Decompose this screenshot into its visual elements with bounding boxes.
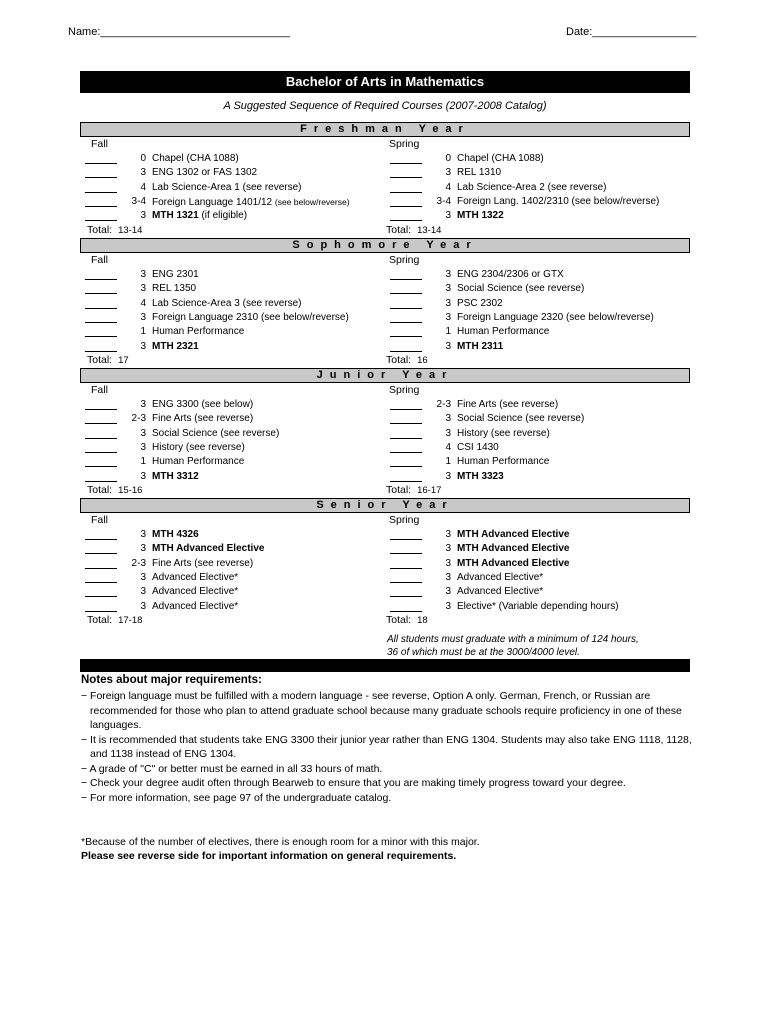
spring-semester-label: Spring	[389, 384, 420, 396]
course-hours: 3	[445, 413, 451, 425]
checkoff-blank	[390, 455, 422, 467]
total-hours: 18	[417, 614, 428, 626]
checkoff-blank	[390, 441, 422, 453]
total-label: Total:	[386, 223, 412, 236]
graduation-note-line: 36 of which must be at the 3000/4000 level.	[387, 647, 580, 658]
checkoff-blank	[85, 297, 117, 309]
fall-total	[87, 354, 129, 366]
checkoff-blank	[85, 455, 117, 467]
checkoff-blank	[85, 585, 117, 597]
checkoff-blank	[390, 398, 422, 410]
total-hours: 15-16	[118, 484, 143, 496]
checkoff-blank	[85, 600, 117, 612]
year-header: Senior Year	[80, 498, 690, 513]
course-name-cell	[457, 311, 654, 325]
year-header: Junior Year	[80, 368, 690, 383]
course-hours: 4	[445, 181, 451, 193]
course-hours: 1	[445, 456, 451, 468]
course-hours: 3	[445, 529, 451, 540]
checkoff-blank	[85, 166, 117, 178]
total-label: Total:	[87, 613, 113, 626]
course-name-cell	[152, 181, 302, 195]
year-header: Sophomore Year	[80, 238, 690, 253]
course-name-cell	[152, 542, 264, 556]
total-hours: 17-18	[118, 614, 143, 626]
total-hours: 16	[417, 354, 428, 366]
footer-reverse-note: Please see reverse side for important information on general requirements.	[81, 850, 457, 862]
course-suffix: (if eligible)	[201, 210, 248, 222]
checkoff-blank	[390, 282, 422, 294]
checkoff-blank	[390, 166, 422, 178]
course-name: REL 1350	[152, 283, 197, 295]
course-name: MTH 1321	[152, 210, 199, 222]
checkoff-blank	[390, 542, 422, 554]
course-name-cell	[152, 166, 257, 180]
course-hours: 4	[140, 181, 146, 193]
course-name: Lab Science-Area 2 (see reverse)	[457, 181, 607, 193]
course-name: Foreign Language 1401/12	[152, 196, 273, 208]
course-name: MTH 1322	[457, 210, 504, 222]
document-subtitle: A Suggested Sequence of Required Courses (2007-2008 Catalog)	[223, 100, 547, 112]
course-name: Human Performance	[457, 326, 550, 338]
checkoff-blank	[390, 297, 422, 309]
course-hours: 3	[140, 543, 146, 555]
course-name-cell	[152, 152, 239, 166]
course-name: ENG 1302 or FAS 1302	[152, 167, 258, 179]
course-name-cell	[152, 455, 244, 469]
total-label: Total:	[87, 353, 113, 366]
checkoff-blank	[85, 311, 117, 323]
course-hours: 3-4	[436, 195, 451, 207]
total-hours: 13-14	[118, 224, 143, 236]
total-hours: 16-17	[417, 484, 442, 496]
course-hours: 3	[140, 167, 146, 179]
course-name: Advanced Elective*	[152, 571, 239, 583]
course-name-cell	[152, 282, 196, 296]
course-name-cell	[152, 412, 253, 426]
checkoff-blank	[85, 268, 117, 280]
course-name-cell	[152, 311, 349, 325]
course-name: Advanced Elective*	[152, 600, 239, 612]
course-name: MTH Advanced Elective	[457, 529, 570, 540]
course-hours: 3	[445, 571, 451, 583]
course-hours: 3	[445, 557, 451, 569]
course-name: Social Science (see reverse)	[457, 283, 585, 295]
checkoff-blank	[390, 585, 422, 597]
course-name: History (see reverse)	[457, 427, 550, 439]
checkoff-blank	[85, 557, 117, 569]
graduation-note-line: All students must graduate with a minimum of 124 hours,	[387, 634, 639, 645]
course-name: Advanced Elective*	[457, 586, 544, 598]
course-hours: 1	[140, 456, 146, 468]
course-hours: 1	[445, 326, 451, 338]
course-name-cell	[152, 528, 199, 542]
course-name-cell	[457, 427, 550, 441]
course-hours: 4	[140, 297, 146, 309]
course-hours: 2-3	[131, 413, 146, 425]
course-name: Fine Arts (see reverse)	[152, 413, 254, 425]
course-name: Fine Arts (see reverse)	[457, 399, 559, 410]
total-hours: 17	[118, 354, 129, 366]
total-label: Total:	[87, 223, 113, 236]
course-name-cell	[457, 455, 549, 469]
course-hours: 3	[445, 167, 451, 179]
course-name: Advanced Elective*	[457, 571, 544, 583]
course-name: Foreign Lang. 1402/2310 (see below/reverse)	[457, 195, 660, 207]
course-hours: 3	[140, 427, 146, 439]
checkoff-blank	[390, 325, 422, 337]
course-hours: 3	[140, 441, 146, 453]
course-name-cell	[457, 542, 569, 556]
course-name: ENG 2304/2306 or GTX	[457, 269, 564, 280]
total-label: Total:	[386, 353, 412, 366]
course-name: MTH 3312	[152, 470, 199, 482]
course-name: Foreign Language 2320 (see below/reverse)	[457, 311, 654, 323]
course-name-cell	[457, 268, 564, 282]
checkoff-blank	[390, 195, 422, 207]
course-hours: 3	[445, 210, 451, 222]
course-note: (see below/reverse)	[274, 196, 350, 207]
course-name-cell	[457, 412, 584, 426]
course-name: History (see reverse)	[152, 441, 245, 453]
course-name: MTH Advanced Elective	[457, 543, 570, 555]
checkoff-blank	[390, 557, 422, 569]
course-name: Lab Science-Area 3 (see reverse)	[152, 297, 302, 309]
spring-semester-label: Spring	[389, 254, 420, 266]
checkoff-blank	[390, 152, 422, 164]
checkoff-blank	[85, 209, 117, 221]
course-name-cell	[152, 340, 199, 354]
course-name: Human Performance	[152, 326, 245, 338]
course-name-cell	[457, 398, 558, 412]
note-item: − For more information, see page 97 of the undergraduate catalog.	[81, 791, 392, 804]
course-name-cell	[457, 181, 607, 195]
year-header: Freshman Year	[80, 122, 690, 137]
course-name: ENG 2301	[152, 269, 199, 280]
spring-total	[386, 354, 428, 366]
course-name-cell	[152, 398, 253, 412]
note-item: − A grade of "C" or better must be earned in all 33 hours of math.	[81, 762, 383, 775]
course-name-cell	[457, 209, 504, 223]
notes-divider-bar	[80, 659, 690, 672]
course-name: Fine Arts (see reverse)	[152, 557, 254, 569]
course-hours: 3	[445, 297, 451, 309]
course-hours: 3	[445, 283, 451, 295]
checkoff-blank	[85, 470, 117, 482]
course-name: MTH Advanced Elective	[152, 543, 265, 555]
course-hours: 3	[140, 340, 146, 352]
checkoff-blank	[85, 412, 117, 424]
course-name-cell	[457, 297, 503, 311]
fall-total	[87, 484, 142, 496]
course-name-cell	[152, 427, 279, 441]
checkoff-blank	[85, 528, 117, 540]
note-item: − It is recommended that students take ENG 3300 their junior year rather than ENG 1304. Students may also take ENG 1118, 1128, and 1138 instead of ENG 1304.	[81, 733, 692, 760]
course-hours: 3	[140, 210, 146, 222]
course-name-cell	[457, 571, 543, 585]
course-name-cell	[152, 441, 245, 455]
checkoff-blank	[85, 441, 117, 453]
course-name: Foreign Language 2310 (see below/reverse)	[152, 311, 349, 323]
total-label: Total:	[386, 483, 412, 496]
spring-semester-label: Spring	[389, 138, 420, 150]
note-item: − Check your degree audit often through Bearweb to ensure that you are making timely progress toward your degree.	[81, 777, 626, 789]
fall-semester-label: Fall	[91, 138, 108, 150]
course-name: Elective* (Variable depending hours)	[457, 600, 619, 612]
checkoff-blank	[85, 542, 117, 554]
course-name: ENG 3300 (see below)	[152, 399, 254, 410]
course-name-cell	[152, 600, 238, 614]
course-name: MTH 3323	[457, 470, 504, 482]
notes-list	[81, 689, 701, 805]
course-hours: 0	[445, 153, 451, 164]
name-field-label: Name:_______________________________	[68, 26, 291, 38]
checkoff-blank	[85, 195, 117, 207]
checkoff-blank	[85, 340, 117, 352]
course-name-cell	[152, 557, 253, 571]
course-hours: 2-3	[131, 557, 146, 569]
course-name: Chapel (CHA 1088)	[152, 153, 239, 164]
fall-semester-label: Fall	[91, 254, 108, 266]
course-name-cell	[152, 585, 238, 599]
course-name-cell	[457, 325, 549, 339]
course-name-cell	[152, 325, 244, 339]
course-name-cell	[457, 195, 659, 209]
course-name: Social Science (see reverse)	[457, 413, 585, 425]
footer	[81, 835, 480, 863]
checkoff-blank	[390, 268, 422, 280]
course-hours: 3	[445, 427, 451, 439]
checkoff-blank	[85, 325, 117, 337]
course-name-cell	[457, 528, 569, 542]
course-name-cell	[152, 297, 302, 311]
course-name: MTH 4326	[152, 529, 199, 540]
course-name-cell	[457, 470, 504, 484]
spring-total	[386, 224, 441, 236]
course-hours: 3	[445, 600, 451, 612]
checkoff-blank	[85, 282, 117, 294]
course-hours: 3	[140, 600, 146, 612]
checkoff-blank	[390, 181, 422, 193]
total-label: Total:	[386, 613, 412, 626]
checkoff-blank	[85, 181, 117, 193]
course-hours: 3	[445, 543, 451, 555]
checkoff-blank	[390, 311, 422, 323]
course-name-cell	[152, 470, 199, 484]
course-name: Advanced Elective*	[152, 586, 239, 598]
checkoff-blank	[390, 528, 422, 540]
graduation-note	[387, 633, 639, 659]
course-hours: 3-4	[131, 195, 146, 207]
total-hours: 13-14	[417, 224, 442, 236]
course-name: Social Science (see reverse)	[152, 427, 280, 439]
course-hours: 0	[140, 153, 146, 164]
checkoff-blank	[390, 427, 422, 439]
checkoff-blank	[390, 412, 422, 424]
checkoff-blank	[390, 600, 422, 612]
course-hours: 3	[140, 571, 146, 583]
checkoff-blank	[390, 470, 422, 482]
checkoff-blank	[85, 427, 117, 439]
course-hours: 3	[445, 340, 451, 352]
course-hours: 3	[140, 586, 146, 598]
course-hours: 3	[140, 269, 146, 280]
course-hours: 1	[140, 326, 146, 338]
fall-semester-label: Fall	[91, 514, 108, 526]
fall-total	[87, 614, 142, 626]
spring-semester-label: Spring	[389, 514, 420, 526]
course-name: REL 1310	[457, 167, 502, 179]
checkoff-blank	[85, 571, 117, 583]
course-hours: 4	[445, 441, 451, 453]
spring-total	[386, 614, 428, 626]
course-hours: 2-3	[436, 399, 451, 410]
footer-electives-note: *Because of the number of electives, there is enough room for a minor with this major.	[81, 836, 480, 848]
spring-total	[386, 484, 441, 496]
course-hours: 3	[445, 311, 451, 323]
course-hours: 3	[140, 529, 146, 540]
course-name-cell	[457, 585, 543, 599]
course-name-cell	[152, 195, 350, 210]
course-name-cell	[152, 268, 199, 282]
course-name: Human Performance	[457, 456, 550, 468]
checkoff-blank	[390, 340, 422, 352]
course-name-cell	[152, 209, 247, 223]
total-label: Total:	[87, 483, 113, 496]
document-title: Bachelor of Arts in Mathematics	[80, 71, 690, 93]
course-hours: 3	[140, 311, 146, 323]
course-name: MTH Advanced Elective	[457, 557, 570, 569]
course-name-cell	[457, 557, 569, 571]
checkoff-blank	[390, 571, 422, 583]
date-field-label: Date:_________________	[566, 26, 697, 38]
note-item: − Foreign language must be fulfilled with a modern language - see reverse, Option A only. German, French, or Russian are recommended for those who plan to attend graduate school because many graduate schools require proficiency in one of these languages.	[81, 690, 682, 731]
fall-semester-label: Fall	[91, 384, 108, 396]
course-name-cell	[457, 282, 584, 296]
course-hours: 3	[140, 399, 146, 410]
course-name-cell	[457, 152, 544, 166]
course-name-cell	[457, 600, 619, 614]
course-name-cell	[457, 441, 499, 455]
course-name-cell	[457, 340, 503, 354]
course-hours: 3	[140, 470, 146, 482]
course-hours: 3	[445, 269, 451, 280]
course-hours: 3	[445, 586, 451, 598]
course-name: Lab Science-Area 1 (see reverse)	[152, 181, 302, 193]
fall-total	[87, 224, 142, 236]
course-name-cell	[457, 166, 501, 180]
checkoff-blank	[85, 398, 117, 410]
course-name: PSC 2302	[457, 297, 503, 309]
notes-title: Notes about major requirements:	[81, 674, 262, 686]
course-name-cell	[152, 571, 238, 585]
checkoff-blank	[390, 209, 422, 221]
course-name: Chapel (CHA 1088)	[457, 153, 544, 164]
course-name: Human Performance	[152, 456, 245, 468]
checkoff-blank	[85, 152, 117, 164]
course-hours: 3	[445, 470, 451, 482]
course-name: MTH 2321	[152, 340, 199, 352]
course-name: CSI 1430	[457, 441, 499, 453]
course-hours: 3	[140, 283, 146, 295]
course-name: MTH 2311	[457, 340, 504, 352]
